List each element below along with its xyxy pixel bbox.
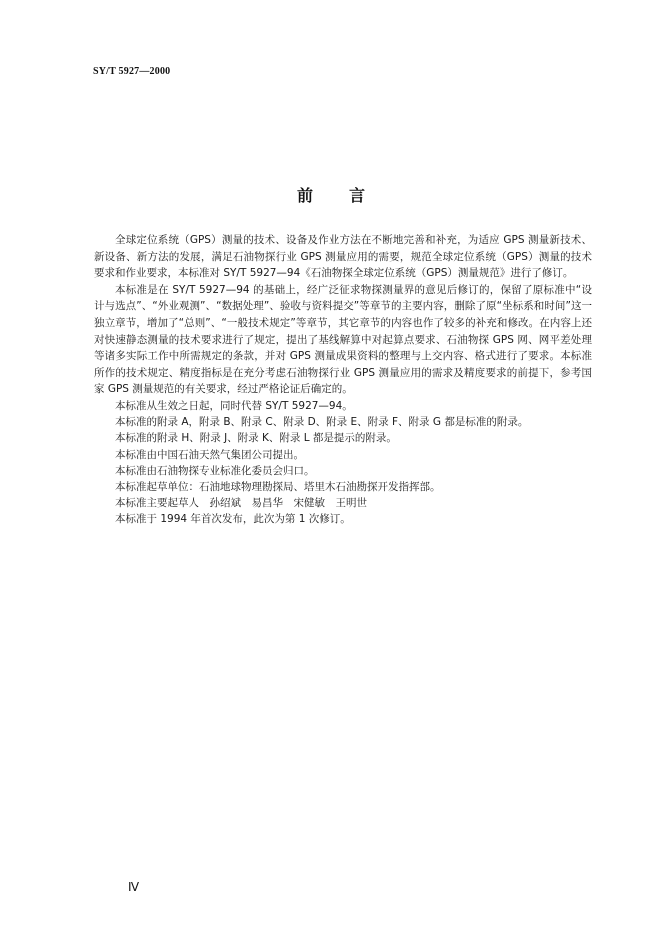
line-drafting-units: 本标准起草单位：石油地球物理勘探局、塔里木石油勘探开发指挥部。: [115, 480, 441, 493]
foreword-body: [94, 232, 592, 528]
line-committee: 本标准由石油物探专业标准化委员会归口。: [115, 464, 315, 477]
line-drafters: 本标准主要起草人 孙绍斌 易昌华 宋健敏 王明世: [115, 497, 367, 510]
paragraph-2: 本标准是在 SY/T 5927—94 的基础上，经广泛征求物探测量界的意见后修订的，保留了原标准中“设计与选点”、“外业观测”、“数据处理”、验收与资料提交”等章节的主要内容，删除了原“坐标系和时间”这一独立章节，增加了“总则”、“一般技术规定”等章节，其它章节的内容也作了较多的补充和修改。在内容上还对快速静态测量的技术要求进行了规定，提出了基线解算中对起算点要求、石油物探 GPS 网、网平差处理等诸多实际工作中所需规定的条款，并对 GPS 测量成果资料的整理与上交内容、格式进行了要求。本标准所作的技术规定、精度指标是在充分考虑石油物探行业 GPS 测量应用的需求及精度要求的前提下，参考国家 GPS 测量规范的有关要求，经过严格论证后确定的。: [94, 283, 593, 396]
page-number: Ⅳ: [128, 880, 140, 894]
paragraph-1: 全球定位系统（GPS）测量的技术、设备及作业方法在不断地完善和补充，为适应 GPS 测量新技术、新设备、新方法的发展，满足石油物探行业 GPS 测量应用的需要，规范全球定位系统（GPS）测量的技术要求和作业要求，本标准对 SY/T 5927—94《石油物探全球定位系统（GPS）测量规范》进行了修订。: [94, 234, 592, 280]
line-normative-annexes: 本标准的附录 A，附录 B、附录 C、附录 D、附录 E、附录 F、附录 G 都是标准的附录。: [115, 416, 529, 429]
line-informative-annexes: 本标准的附录 H、附录 J、附录 K、附录 L 都是提示的附录。: [115, 432, 397, 445]
page-title: 前言: [296, 186, 401, 205]
line-first-issue: 本标准于 1994 年首次发布，此次为第 1 次修订。: [115, 513, 351, 526]
standard-code-header: SY/T 5927—2000: [93, 66, 171, 77]
line-replacement: 本标准从生效之日起，同时代替 SY/T 5927—94。: [115, 399, 353, 412]
line-proposer: 本标准由中国石油天然气集团公司提出。: [115, 448, 304, 461]
